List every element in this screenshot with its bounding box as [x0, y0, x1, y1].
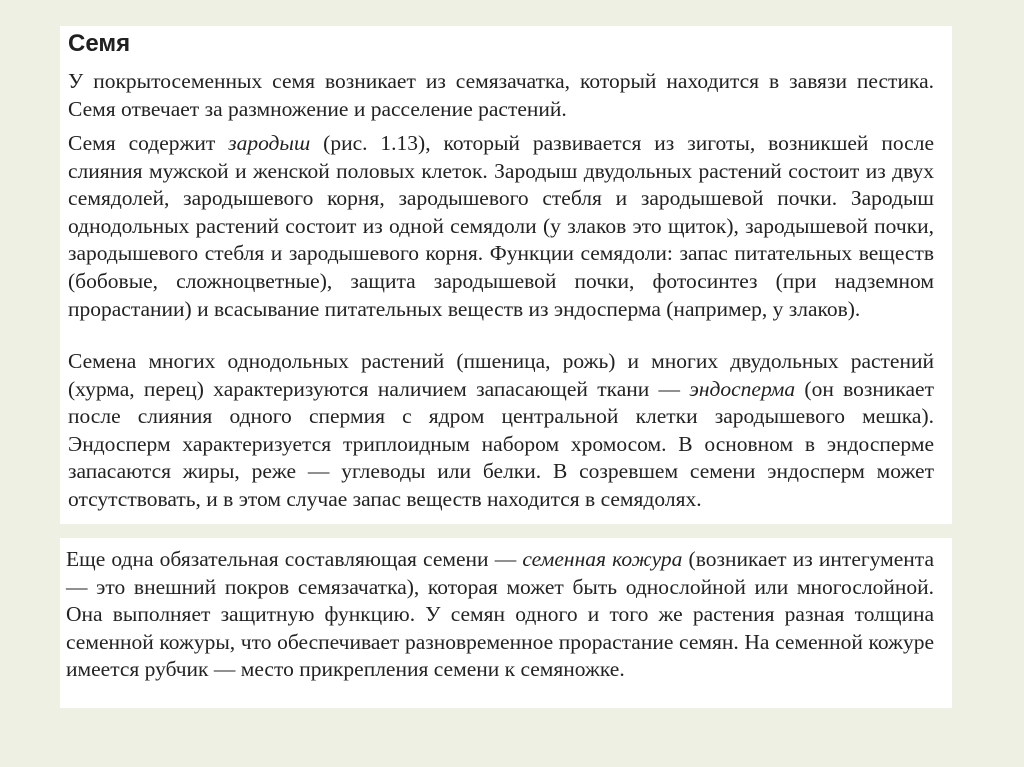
term-embryo: зародыш: [228, 131, 311, 155]
paragraph-endosperm-text-end: (он возникает после слияния одного спермия с ядром центральной клетки зародышевого мешка). Эндосперм характеризуется триплоидным набором хромосом. В основном в эндосперме запасаются жиры, реже — углеводы или белки. В созревшем семени эндосперм может отсутствовать, и в этом случае запас веществ находится в семядолях.: [68, 376, 934, 511]
paragraph-endosperm-text-start: Семена многих однодольных растений (пшеница, рожь) и многих двудольных растений (хурма, перец) характеризуются наличием запасающей ткани —: [68, 349, 934, 401]
paragraph-seed-coat-text-start: Еще одна обязательная составляющая семени —: [66, 547, 523, 571]
paragraph-embryo-text-end: (рис. 1.13), который развивается из зиготы, возникшей после слияния мужской и женской половых клеток. Зародыш двудольных растений состоит из двух семядолей, зародышевого корня, зародышевого стебля и зародышевой почки. Зародыш однодольных растений состоит из одной семядоли (у злаков это щиток), зародышевой почки, зародышевого стебля и зародышевого корня. Функции семядоли: запас питательных веществ (бобовые, сложноцветные), защита зародышевой почки, фотосинтез (при надземном прорастании) и всасывание питательных веществ из эндосперма (например, у злаков).: [68, 131, 934, 321]
term-endosperm: эндосперма: [689, 376, 796, 401]
paragraph-seed-coat-text-end: (возникает из интегумента — это внешний покров семязачатка), которая может быть однослойной или многослойной. Она выполняет защитную функцию. У семян одного и того же растения разная толщина семенной кожуры, что обеспечивает разновременное прорастание семян. На семенной кожуре имеется рубчик — место прикрепления семени к семяножке.: [66, 547, 934, 682]
textbook-scan-lower: [60, 538, 952, 708]
section-heading: Семя: [68, 30, 131, 57]
paragraph-seed-coat: [66, 546, 934, 684]
paragraph-embryo-text-start: Семя содержит: [68, 131, 229, 155]
paragraph-seed-origin: У покрытосеменных семя возникает из семязачатка, который находится в завязи пестика. Семя отвечает за размножение и расселение растений.: [68, 69, 934, 121]
paragraph-endosperm: [68, 348, 934, 514]
textbook-scan-upper: [60, 26, 952, 524]
term-seed-coat: семенная кожура: [522, 547, 683, 571]
paragraph-embryo: [68, 130, 934, 323]
